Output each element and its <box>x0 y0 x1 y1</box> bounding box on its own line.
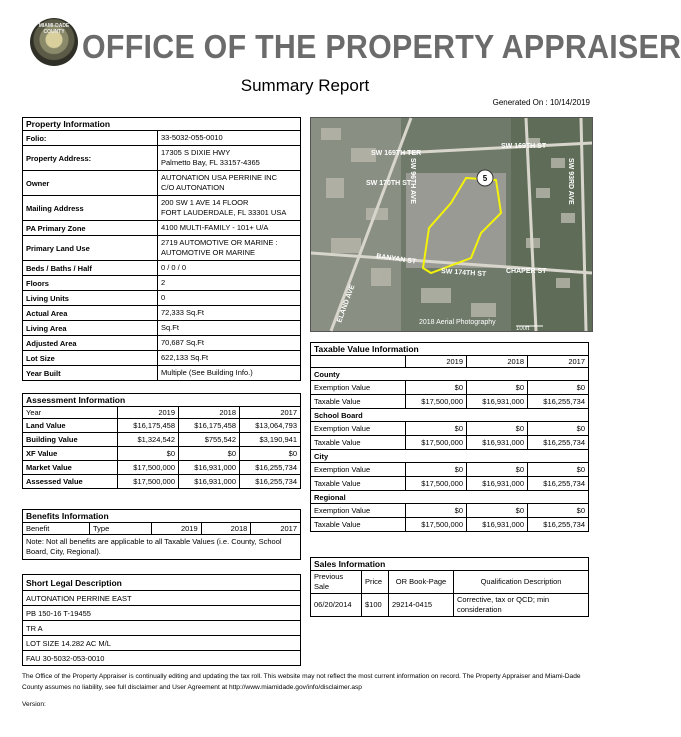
taxable-value: $16,255,734 <box>528 518 589 532</box>
property-label: Folio: <box>23 131 158 146</box>
property-value: 622,133 Sq.Ft <box>158 351 301 366</box>
taxable-value: $0 <box>528 422 589 436</box>
taxable-title: Taxable Value Information <box>311 343 589 356</box>
legal-row <box>23 591 301 606</box>
footer-disclaimer: The Office of the Property Appraiser is continually editing and updating the tax roll. This website may not reflect the most current information on record. The Property Appraiser and Miami-Dade County assumes no liability, see full disclaimer and User Agreement at http://www.miamidade.gov/info/disclaimer.asp <box>22 673 581 691</box>
assessment-year: 2018 <box>179 407 240 419</box>
seal-text: MIAMI-DADE COUNTY <box>38 23 70 35</box>
legal-table <box>22 574 301 666</box>
taxable-value: $0 <box>528 463 589 477</box>
taxable-value: $0 <box>406 463 467 477</box>
property-row <box>23 321 301 336</box>
property-value: 17305 S DIXIE HWY Palmetto Bay, FL 33157-4365 <box>158 146 301 171</box>
map-street-label: SW 93RD AVE <box>567 158 574 205</box>
property-value: 0 <box>158 291 301 306</box>
taxable-label: Exemption Value <box>311 381 406 395</box>
property-row <box>23 351 301 366</box>
assessment-value: $755,542 <box>179 433 240 447</box>
taxable-value: $17,500,000 <box>406 518 467 532</box>
assessment-value: $0 <box>240 447 301 461</box>
taxable-year-blank <box>311 356 406 368</box>
property-label: Beds / Baths / Half <box>23 261 158 276</box>
property-row <box>23 196 301 221</box>
map-street-label: SW 96TH AVE <box>409 158 416 204</box>
property-label: Floors <box>23 276 158 291</box>
assessment-value: $17,500,000 <box>118 475 179 489</box>
sales-table <box>310 557 589 617</box>
property-value: 72,333 Sq.Ft <box>158 306 301 321</box>
taxable-row <box>311 504 589 518</box>
taxable-group-name: City <box>311 450 589 463</box>
property-value: AUTONATION USA PERRINE INC C/O AUTONATION <box>158 171 301 196</box>
taxable-year: 2019 <box>406 356 467 368</box>
taxable-value: $16,931,000 <box>467 436 528 450</box>
map-street-label: CHAPER ST <box>506 268 547 275</box>
taxable-label: Exemption Value <box>311 463 406 477</box>
assessment-value: $16,255,734 <box>240 475 301 489</box>
banner-title: OFFICE OF THE PROPERTY APPRAISER <box>82 28 681 65</box>
taxable-value: $16,255,734 <box>528 436 589 450</box>
legal-row <box>23 636 301 651</box>
assessment-label: Land Value <box>23 419 118 433</box>
benefits-year-2019: 2019 <box>152 523 202 535</box>
property-value: 70,687 Sq.Ft <box>158 336 301 351</box>
assessment-value: $16,255,734 <box>240 461 301 475</box>
property-label: Lot Size <box>23 351 158 366</box>
map-scale: 100ft <box>516 326 530 332</box>
property-value: 33-5032-055-0010 <box>158 131 301 146</box>
taxable-row <box>311 422 589 436</box>
aerial-photo <box>311 118 592 331</box>
map-street-label: ELAND AVE <box>336 284 357 324</box>
type-col-header: Type <box>90 523 152 535</box>
taxable-value: $0 <box>467 504 528 518</box>
property-info-table <box>22 117 301 381</box>
property-label: Owner <box>23 171 158 196</box>
taxable-value: $0 <box>406 422 467 436</box>
property-row <box>23 171 301 196</box>
benefits-note: Note: Not all benefits are applicable to all Taxable Values (i.e. County, School Board, City, Regional). <box>23 535 301 560</box>
sales-header: Qualification Description <box>454 571 589 594</box>
property-value: 0 / 0 / 0 <box>158 261 301 276</box>
taxable-value: $17,500,000 <box>406 477 467 491</box>
taxable-row <box>311 381 589 395</box>
taxable-table <box>310 342 589 532</box>
taxable-year: 2018 <box>467 356 528 368</box>
sales-header-row <box>311 571 589 594</box>
benefits-title: Benefits Information <box>23 510 301 523</box>
property-label: PA Primary Zone <box>23 221 158 236</box>
map-street-label: BANYAN ST <box>375 253 417 266</box>
property-row <box>23 276 301 291</box>
taxable-value: $16,255,734 <box>528 477 589 491</box>
property-row <box>23 146 301 171</box>
sales-cell: Corrective, tax or QCD; min consideration <box>454 594 589 617</box>
county-seal-logo <box>30 18 78 66</box>
taxable-year: 2017 <box>528 356 589 368</box>
version-label: Version: <box>22 701 46 708</box>
taxable-value: $0 <box>467 381 528 395</box>
aerial-map[interactable] <box>310 117 593 332</box>
legal-line: AUTONATION PERRINE EAST <box>23 591 301 606</box>
legal-line: FAU 30-5032-053-0010 <box>23 651 301 666</box>
taxable-value: $0 <box>406 381 467 395</box>
taxable-group-name: School Board <box>311 409 589 422</box>
taxable-label: Exemption Value <box>311 504 406 518</box>
property-label: Adjusted Area <box>23 336 158 351</box>
benefit-col-header: Benefit <box>23 523 90 535</box>
benefits-table <box>22 509 301 560</box>
taxable-label: Taxable Value <box>311 477 406 491</box>
property-row <box>23 131 301 146</box>
taxable-value: $16,931,000 <box>467 395 528 409</box>
property-row <box>23 291 301 306</box>
taxable-value: $17,500,000 <box>406 395 467 409</box>
map-caption: 2018 Aerial Photography <box>419 319 496 326</box>
assessment-title: Assessment Information <box>23 394 301 407</box>
map-street-label: SW 174TH ST <box>440 268 487 279</box>
legal-row <box>23 606 301 621</box>
property-row <box>23 336 301 351</box>
taxable-value: $16,255,734 <box>528 395 589 409</box>
taxable-label: Taxable Value <box>311 395 406 409</box>
assessment-value: $0 <box>179 447 240 461</box>
property-label: Mailing Address <box>23 196 158 221</box>
legal-line: TR A <box>23 621 301 636</box>
taxable-value: $0 <box>528 381 589 395</box>
assessment-row <box>23 433 301 447</box>
taxable-label: Taxable Value <box>311 518 406 532</box>
taxable-row <box>311 477 589 491</box>
legal-line: PB 150-16 T-19455 <box>23 606 301 621</box>
taxable-group-row <box>311 491 589 504</box>
assessment-row <box>23 419 301 433</box>
legal-title: Short Legal Description <box>23 575 301 591</box>
taxable-value: $17,500,000 <box>406 436 467 450</box>
taxable-row <box>311 463 589 477</box>
property-label: Year Built <box>23 366 158 381</box>
taxable-group-row <box>311 368 589 381</box>
assessment-value: $3,190,941 <box>240 433 301 447</box>
benefits-year-2018: 2018 <box>201 523 251 535</box>
taxable-value: $0 <box>406 504 467 518</box>
report-title: Summary Report <box>240 76 370 95</box>
map-street-label: SW 170TH ST <box>366 180 412 187</box>
taxable-label: Exemption Value <box>311 422 406 436</box>
sales-header: Price <box>362 571 389 594</box>
sales-cell: 29214-0415 <box>389 594 454 617</box>
assessment-label: Assessed Value <box>23 475 118 489</box>
property-label: Living Area <box>23 321 158 336</box>
sales-cell: $100 <box>362 594 389 617</box>
property-info-title: Property Information <box>23 118 301 131</box>
assessment-row <box>23 475 301 489</box>
assessment-year-row <box>23 407 301 419</box>
assessment-row <box>23 447 301 461</box>
property-value: Multiple (See Building Info.) <box>158 366 301 381</box>
property-value: 2719 AUTOMOTIVE OR MARINE : AUTOMOTIVE OR MARINE <box>158 236 301 261</box>
map-street-label: SW 169TH ST <box>501 143 547 150</box>
assessment-table <box>22 393 301 489</box>
taxable-group-row <box>311 450 589 463</box>
map-badge: 5 <box>482 174 488 183</box>
taxable-value: $0 <box>528 504 589 518</box>
assessment-year-label: Year <box>23 407 118 419</box>
assessment-label: Building Value <box>23 433 118 447</box>
taxable-group-row <box>311 409 589 422</box>
taxable-value: $16,931,000 <box>467 518 528 532</box>
property-value: Sq.Ft <box>158 321 301 336</box>
assessment-value: $16,931,000 <box>179 475 240 489</box>
taxable-row <box>311 518 589 532</box>
sales-title: Sales Information <box>311 558 589 571</box>
assessment-value: $13,064,793 <box>240 419 301 433</box>
legal-row <box>23 651 301 666</box>
taxable-value: $0 <box>467 463 528 477</box>
property-row <box>23 221 301 236</box>
assessment-value: $16,175,458 <box>118 419 179 433</box>
property-value: 200 SW 1 AVE 14 FLOOR FORT LAUDERDALE, FL 33301 USA <box>158 196 301 221</box>
taxable-year-row <box>311 356 589 368</box>
property-label: Property Address: <box>23 146 158 171</box>
generated-date: Generated On : 10/14/2019 <box>492 98 590 107</box>
taxable-value: $16,931,000 <box>467 477 528 491</box>
taxable-row <box>311 395 589 409</box>
taxable-value: $0 <box>467 422 528 436</box>
assessment-value: $16,175,458 <box>179 419 240 433</box>
assessment-year: 2019 <box>118 407 179 419</box>
sales-header: OR Book-Page <box>389 571 454 594</box>
map-street-label: SW 169TH TER <box>371 150 422 157</box>
property-label: Living Units <box>23 291 158 306</box>
assessment-label: Market Value <box>23 461 118 475</box>
property-row <box>23 261 301 276</box>
property-value: 2 <box>158 276 301 291</box>
property-value: 4100 MULTI-FAMILY - 101+ U/A <box>158 221 301 236</box>
sales-row <box>311 594 589 617</box>
benefits-year-2017: 2017 <box>251 523 301 535</box>
property-row <box>23 236 301 261</box>
assessment-row <box>23 461 301 475</box>
taxable-row <box>311 436 589 450</box>
property-label: Primary Land Use <box>23 236 158 261</box>
taxable-group-name: County <box>311 368 589 381</box>
assessment-label: XF Value <box>23 447 118 461</box>
assessment-value: $17,500,000 <box>118 461 179 475</box>
assessment-value: $1,324,542 <box>118 433 179 447</box>
legal-row <box>23 621 301 636</box>
legal-line: LOT SIZE 14.282 AC M/L <box>23 636 301 651</box>
sales-cell: 06/20/2014 <box>311 594 362 617</box>
property-label: Actual Area <box>23 306 158 321</box>
assessment-value: $0 <box>118 447 179 461</box>
property-row <box>23 306 301 321</box>
property-row <box>23 366 301 381</box>
sales-header: Previous Sale <box>311 571 362 594</box>
taxable-group-name: Regional <box>311 491 589 504</box>
taxable-label: Taxable Value <box>311 436 406 450</box>
assessment-year: 2017 <box>240 407 301 419</box>
assessment-value: $16,931,000 <box>179 461 240 475</box>
